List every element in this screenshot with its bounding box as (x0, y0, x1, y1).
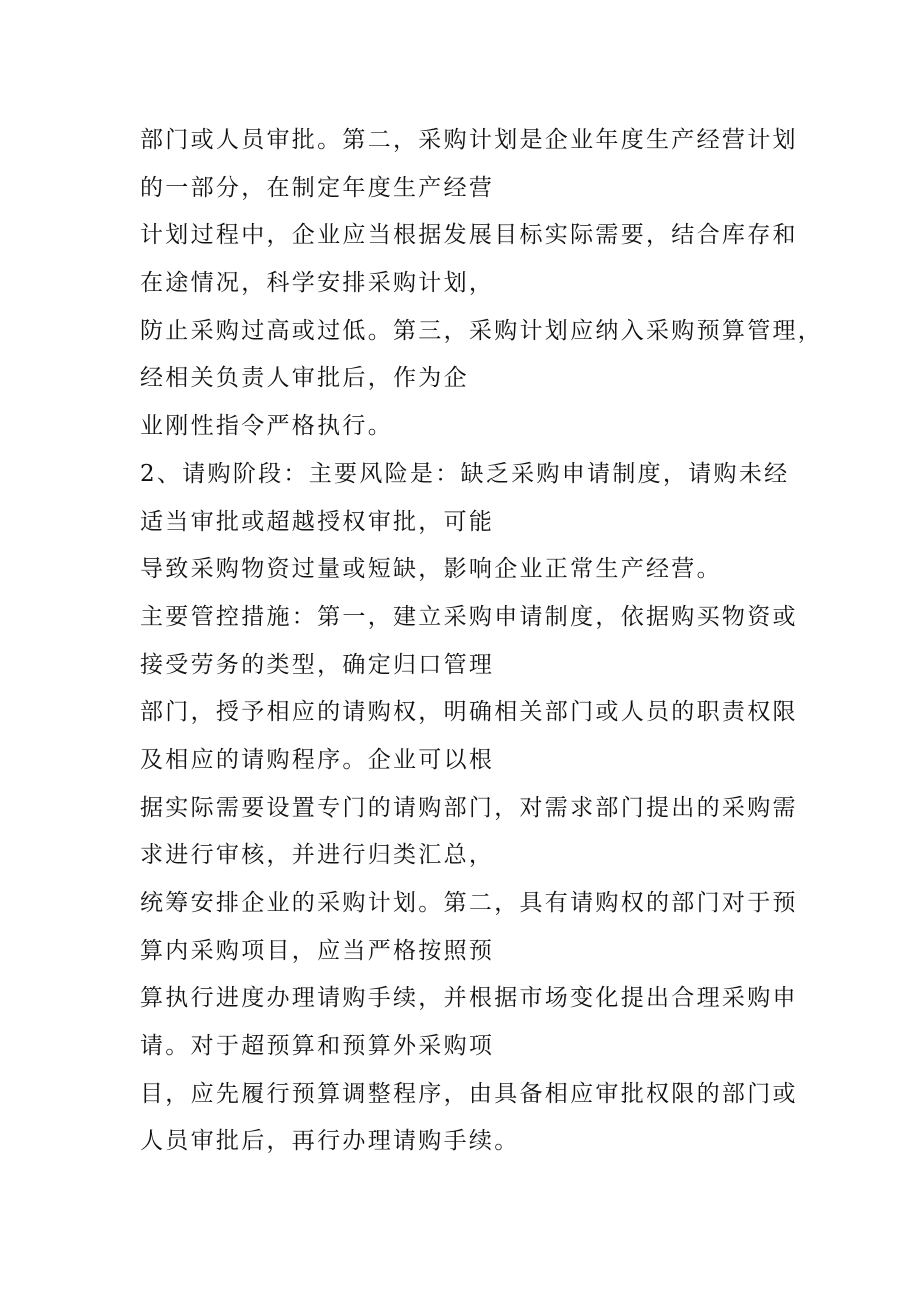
text-line-11: 主要管控措施：第一，建立采购申请制度，依据购买物资或 (140, 603, 798, 630)
text-line-13: 部门，授予相应的请购权，明确相关部门或人员的职责权限 (140, 699, 798, 726)
text-line-6: 经相关负责人审批后，作为企 (140, 365, 469, 392)
text-line-8: 2、请购阶段：主要风险是：缺乏采购申请制度，请购未经 (140, 460, 790, 487)
document-body (140, 117, 824, 1166)
text-line-3: 计划过程中，企业应当根据发展目标实际需要，结合库存和 (140, 222, 798, 249)
text-line-19: 算执行进度办理请购手续，并根据市场变化提出合理采购申 (140, 985, 798, 1012)
text-line-4: 在途情况，科学安排采购计划， (140, 270, 495, 297)
text-line-5: 防止采购过高或过低。第三，采购计划应纳入采购预算管理， (140, 317, 824, 344)
text-line-14: 及相应的请购程序。企业可以根 (140, 746, 495, 773)
text-line-2: 的一部分，在制定年度生产经营 (140, 174, 495, 201)
text-line-7: 业刚性指令严格执行。 (140, 413, 393, 440)
text-line-22: 人员审批后，再行办理请购手续。 (140, 1128, 520, 1155)
text-line-20: 请。对于超预算和预算外采购项 (140, 1033, 495, 1060)
text-line-15: 据实际需要设置专门的请购部门，对需求部门提出的采购需 (140, 794, 798, 821)
text-line-9: 适当审批或超越授权审批，可能 (140, 508, 495, 535)
text-line-1: 部门或人员审批。第二，采购计划是企业年度生产经营计划 (140, 127, 798, 153)
text-line-18: 算内采购项目，应当严格按照预 (140, 937, 495, 964)
text-line-12: 接受劳务的类型，确定归口管理 (140, 651, 495, 678)
text-line-10: 导致采购物资过量或短缺，影响企业正常生产经营。 (140, 556, 722, 583)
text-line-17: 统筹安排企业的采购计划。第二，具有请购权的部门对于预 (140, 890, 798, 916)
text-line-21: 目，应先履行预算调整程序，由具备相应审批权限的部门或 (140, 1080, 798, 1107)
text-line-16: 求进行审核，并进行归类汇总， (140, 842, 495, 869)
